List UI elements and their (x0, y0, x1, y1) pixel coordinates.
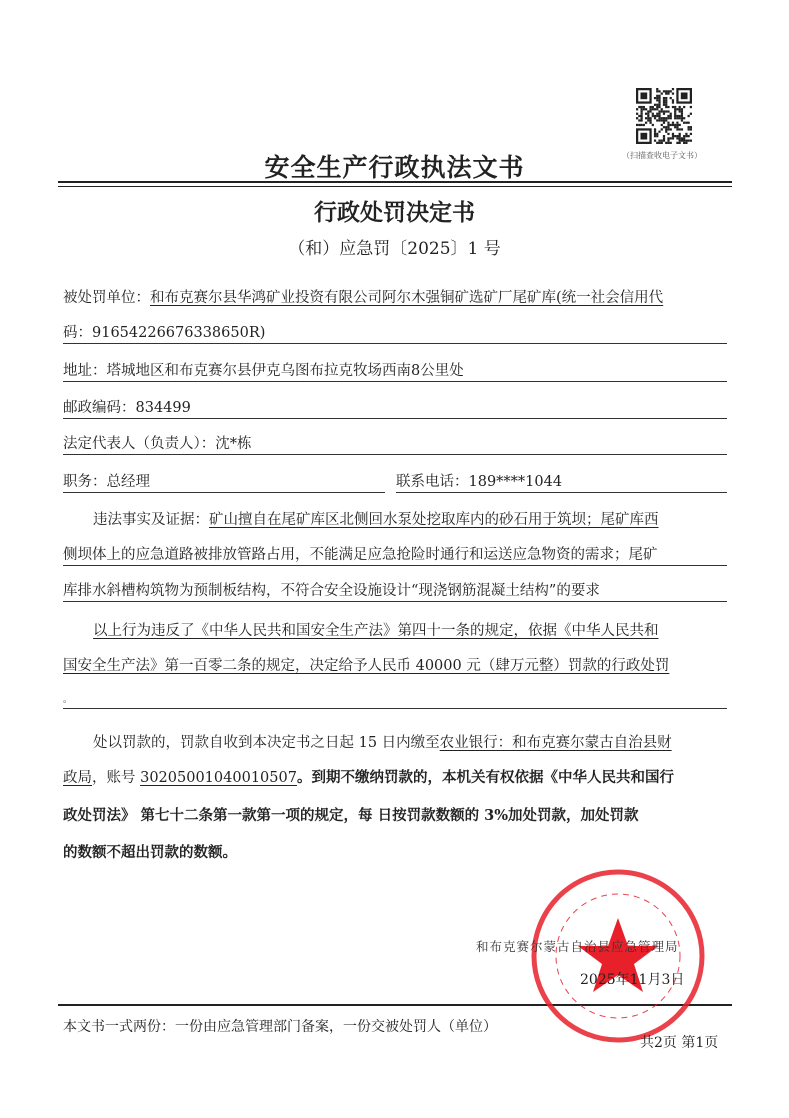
qr-code[interactable] (636, 88, 692, 144)
legal-rep-value: 沈*栋 (215, 436, 252, 452)
document-title: 行政处罚决定书 (314, 199, 475, 226)
footer-note: 本文书一式两份：一份由应急管理部门备案，一份交被处罚人（单位） (63, 1019, 497, 1035)
facts-label: 违法事实及证据： (93, 512, 209, 528)
address-value: 塔城地区和布克赛尔县伊克乌图布拉克牧场西南8公里处 (106, 363, 464, 379)
payment-line-3: 政处罚法》 第七十二条第一款第一项的规定，每 日按罚款数额的 3%加处罚款，加处罚款 (63, 807, 639, 824)
decision-text: 国安全生产法》第一百零二条的规定，决定给予人民币 40000 元（肆万元整）罚款的行政处罚 (63, 658, 670, 674)
payment-text: ，账号 (92, 770, 141, 786)
official-seal (528, 866, 708, 1046)
payment-account: 30205001040010507 (140, 770, 297, 786)
payment-line-4: 的数额不超出罚款的数额。 (63, 844, 237, 861)
decision-line-2 (63, 656, 727, 676)
payment-text: 处以罚款的，罚款自收到本决定书之日起 15 日内缴至 (93, 735, 440, 751)
series-title: 安全生产行政执法文书 (264, 153, 525, 182)
decision-line-1 (63, 621, 727, 641)
qr-caption: （扫描查收电子文书） (622, 151, 702, 160)
payment-line-1 (63, 733, 727, 753)
phone-value: 189****1044 (468, 474, 563, 490)
facts-text: 矿山擅自在尾矿库区北侧回水泵处挖取库内的砂石用于筑坝；尾矿库西 (209, 512, 659, 528)
payment-bank-cont: 政局 (63, 770, 92, 786)
facts-line-3: 库排水斜槽构筑物为预制板结构，不符合安全设施设计“现浇钢筋混凝土结构”的要求 (63, 581, 727, 602)
position-value: 总经理 (106, 474, 150, 490)
document-number: （和）应急罚〔2025〕1 号 (288, 239, 501, 259)
unit-label: 被处罚单位： (63, 290, 150, 306)
unit-value-cont: 码：91654226676338650R) (63, 325, 266, 341)
postcode-value: 834499 (135, 400, 191, 416)
phone-row (396, 472, 727, 493)
address-row (63, 361, 727, 382)
postcode-label: 邮政编码： (63, 400, 136, 416)
issuing-authority: 和布克赛尔蒙古自治县应急管理局 (476, 939, 679, 954)
position-label: 职务： (63, 474, 107, 490)
page-number: 共2页 第1页 (640, 1035, 719, 1051)
legal-rep-row (63, 434, 727, 455)
unit-value: 和布克赛尔县华鸿矿业投资有限公司阿尔木强铜矿选矿厂尾矿库(统一社会信用代 (150, 290, 664, 306)
facts-line-2: 侧坝体上的应急道路被排放管路占用，不能满足应急抢险时通行和运送应急物资的需求；尾矿 (63, 545, 727, 566)
phone-label: 联系电话： (396, 474, 469, 490)
address-label: 地址： (63, 363, 107, 379)
decision-line-3: 。 (63, 692, 727, 709)
legal-rep-label: 法定代表人（负责人）： (63, 436, 216, 452)
payment-warning: 。到期不缴纳罚款的，本机关有权依据《中华人民共和国行 (296, 769, 674, 786)
unit-row (63, 288, 727, 308)
position-row (63, 472, 385, 493)
issue-date: 2025年11月3日 (580, 972, 685, 988)
facts-line-1 (63, 510, 727, 530)
divider (58, 181, 732, 183)
postcode-row (63, 398, 727, 419)
unit-row-2 (63, 323, 727, 344)
payment-line-2 (63, 768, 727, 788)
divider (58, 186, 732, 187)
decision-text: 以上行为违反了《中华人民共和国安全生产法》第四十一条的规定，依据《中华人民共和 (93, 623, 659, 639)
payment-bank: 农业银行：和布克赛尔蒙古自治县财 (439, 735, 672, 751)
